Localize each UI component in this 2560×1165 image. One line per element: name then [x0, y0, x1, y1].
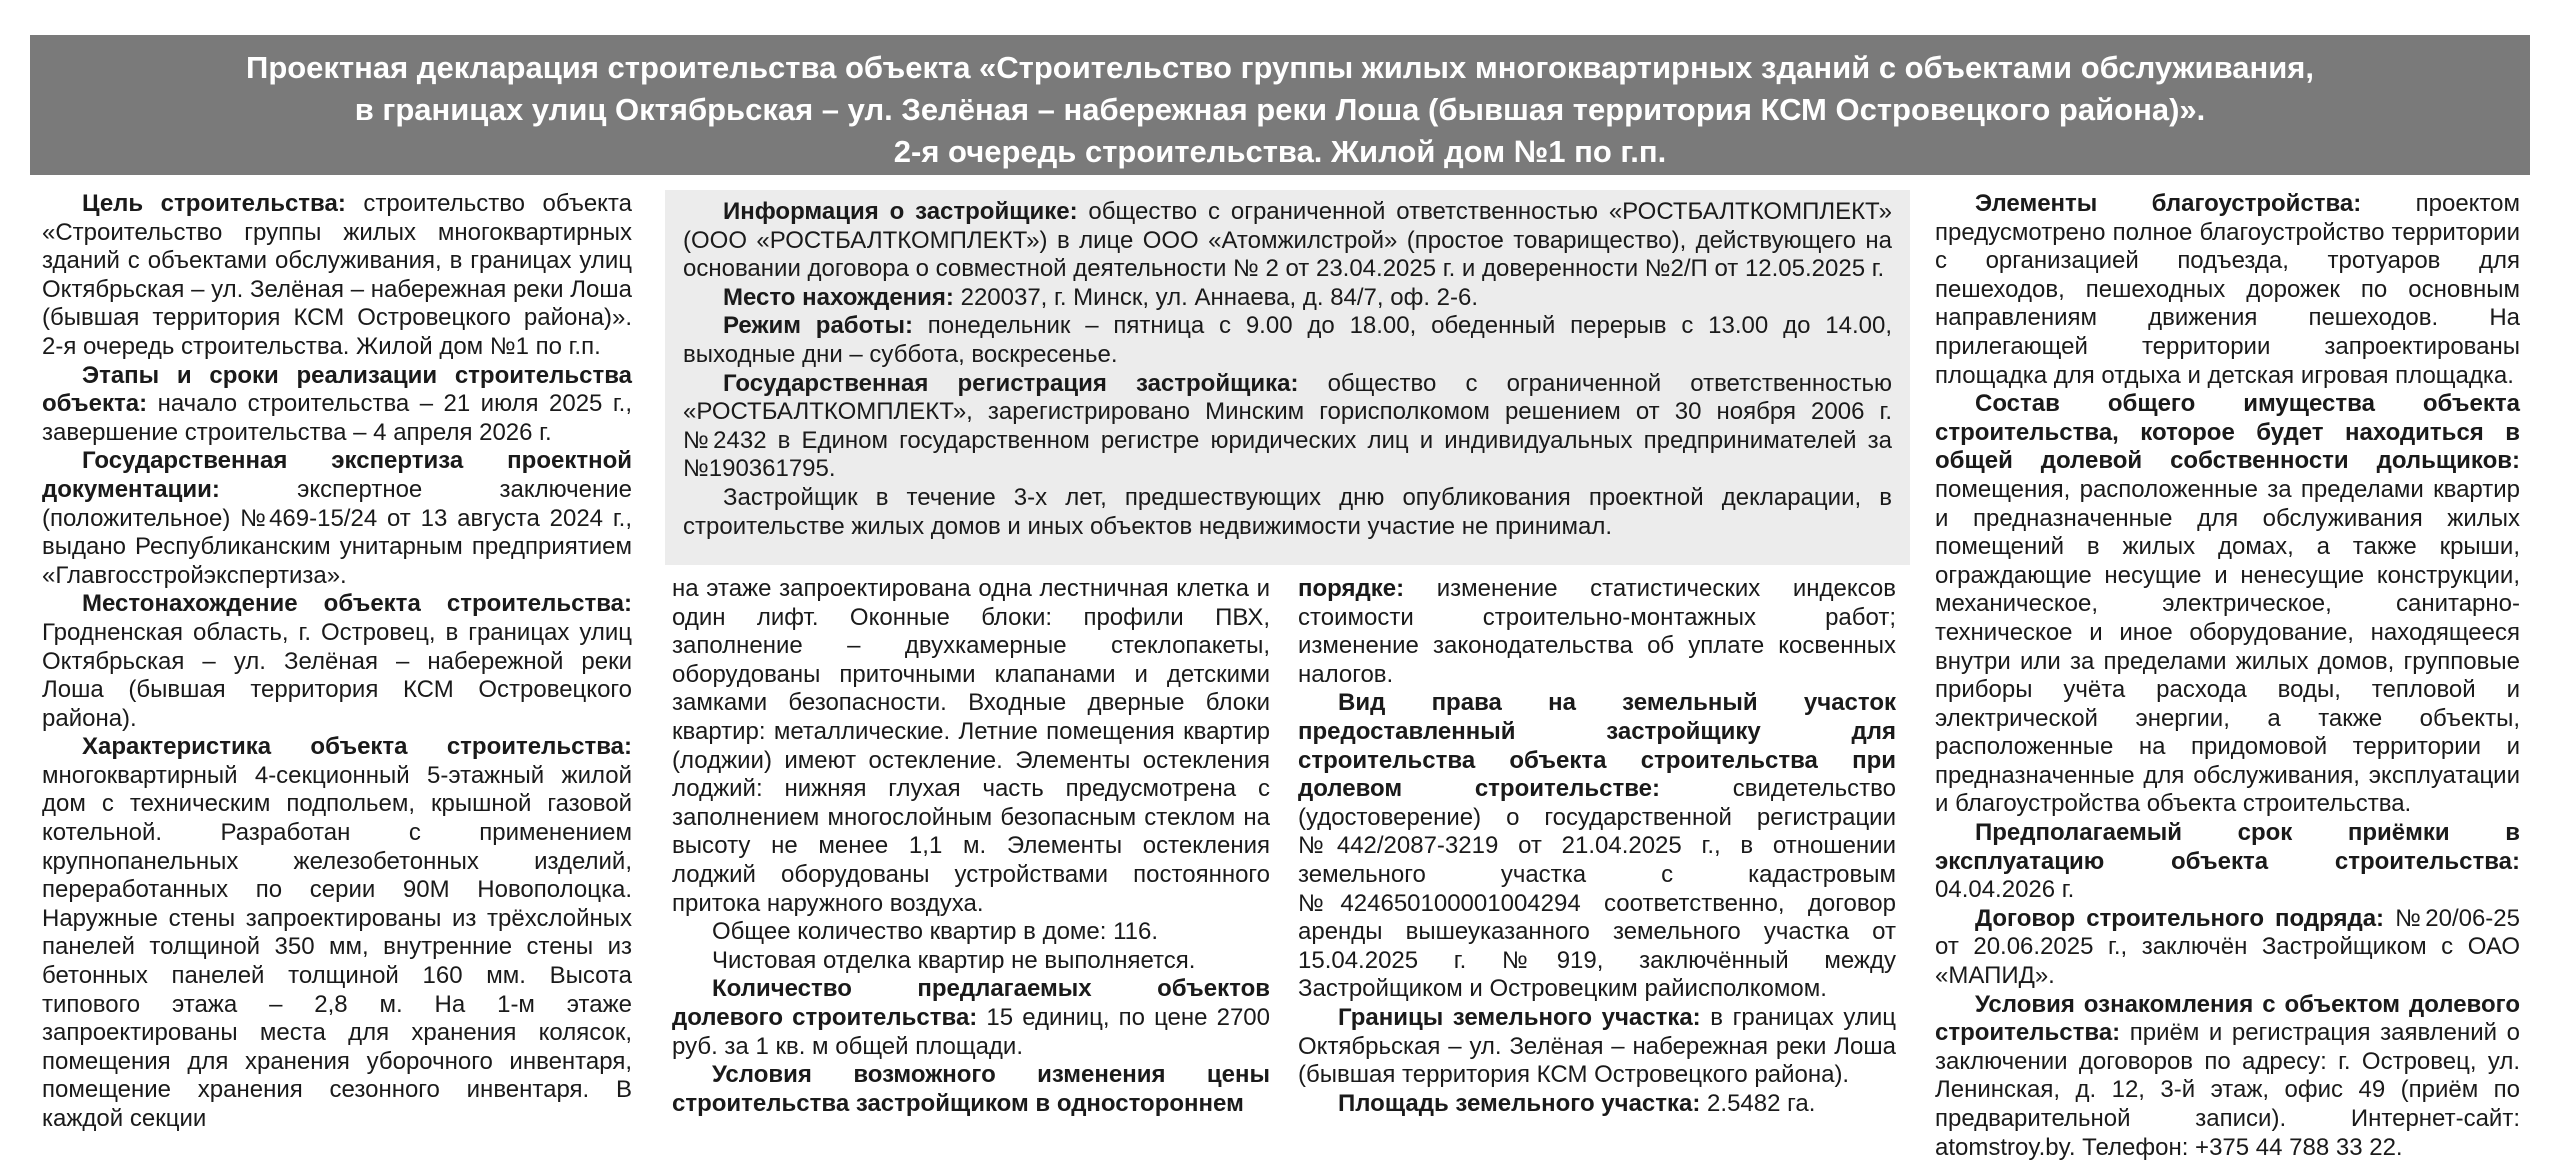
- landscaping-paragraph: [1935, 190, 2520, 390]
- land-right-label: Вид права на земельный участок предоставленный застройщику для строительства объекта строительства при долевом строительстве:: [1298, 689, 1896, 803]
- bounds-paragraph: [1298, 1004, 1896, 1090]
- apartments-total: Общее количество квартир в доме: 116.: [712, 918, 1159, 946]
- contract-paragraph: [1935, 905, 2520, 991]
- contract-label: Договор строительного подряда:: [1975, 904, 2385, 932]
- stages-label: Этапы и сроки реализации строительства объекта:: [42, 361, 632, 418]
- objects-paragraph: [672, 975, 1270, 1061]
- title-line-2: в границах улиц Октябрьская – ул. Зелёная – набережная реки Лоша (бывшая территория КСМ Островецкого района)».: [354, 92, 2206, 127]
- objects-label: Количество предлагаемых объектов долевого строительства:: [672, 975, 1270, 1031]
- developer-label: Информация о застройщике:: [723, 198, 1078, 225]
- column-4: [1935, 190, 2520, 1161]
- column-3: [1298, 575, 1896, 1135]
- landscaping-text: проектом предусмотрено полное благоустройство территории с организацией подъезда, тротуаров для пешеходов, пешеходных дорожек по основным направлениям движения пешеходов. На прилегающей территории запроектированы площадка для отдыха и детская игровая площадка.: [1935, 190, 2520, 389]
- common-property-label: Состав общего имущества объекта строительства, которое будет находиться в общей долевой собственности дольщиков:: [1935, 390, 2520, 475]
- landscaping-label: Элементы благоустройства:: [1975, 190, 2362, 217]
- location-text: Гродненская область, г. Островец, в границах улиц Октябрьская – ул. Зелёная – набережной реки Лоша (бывшая территория КСМ Островецкого района).: [42, 618, 632, 732]
- bounds-text: в границах улиц Октябрьская – ул. Зелёная – набережная реки Лоша (бывшая территория КСМ Островецкого района).: [1298, 1003, 1897, 1089]
- area-paragraph: [1298, 1090, 1896, 1119]
- hours-paragraph: [683, 312, 1892, 369]
- location-label: Местонахождение объекта строительства:: [82, 590, 632, 618]
- location-paragraph: [42, 590, 632, 733]
- expertise-label: Государственная экспертиза проектной документации:: [42, 447, 632, 503]
- bounds-label: Границы земельного участка:: [1338, 1003, 1701, 1031]
- address-text: 220037, г. Минск, ул. Аннаева, д. 84/7, оф. 2-6.: [953, 283, 1479, 311]
- price-change-paragraph: [1298, 575, 1896, 689]
- developer-paragraph: [683, 198, 1892, 284]
- declaration-title: [30, 35, 2530, 175]
- characteristics-label: Характеристика объекта строительства:: [82, 733, 632, 761]
- title-line-3: 2-я очередь строительства. Жилой дом №1 по г.п.: [893, 134, 1667, 169]
- column-2: [672, 575, 1270, 1135]
- developer-text: общество с ограниченной ответственностью «РОСТБАЛТКОМПЛЕКТ» (ООО «РОСТБАЛТКОМПЛЕКТ») в лице ООО «Атомжилстрой» (простое товарищество), действующего на основании договора о совместной деятельности № 2 от 23.04.2025 г. и доверенности №2/П от 12.05.2025 г.: [683, 198, 1893, 283]
- registration-text: общество с ограниченной ответственностью «РОСТБАЛТКОМПЛЕКТ», зарегистрировано Минским горисполкомом решением от 30 ноября 2006 г. №2432 в Едином государственном регистре юридических лиц и индивидуальных предпринимателей за №190361795.: [683, 369, 1893, 483]
- acceptance-text: 04.04.2026 г.: [1935, 876, 2075, 904]
- purpose-paragraph: [42, 190, 632, 362]
- area-label: Площадь земельного участка:: [1338, 1089, 1701, 1117]
- objects-text: 15 единиц, по цене 2700 руб. за 1 кв. м общей площади.: [672, 1003, 1270, 1060]
- land-right-paragraph: [1298, 689, 1896, 1004]
- contract-text: №20/06-25 от 20.06.2025 г., заключён Застройщиком с ОАО «МАПИД».: [1935, 904, 2520, 990]
- hours-label: Режим работы:: [723, 312, 913, 340]
- registration-paragraph: [683, 370, 1892, 484]
- registration-label: Государственная регистрация застройщика:: [723, 369, 1299, 397]
- land-right-text: свидетельство (удостоверение) о государственной регистрации №442/2087-3219 от 21.04.2025 г., в отношении земельного участка с кадастровым №424650100001004294 соответственно, договор аренды вышеуказанного земельного участка от 15.04.2025 г. №919, заключённый между Застройщиком и Островецким райисполкомом.: [1298, 775, 1897, 1003]
- conditions-text: приём и регистрация заявлений о заключении договоров по адресу: г. Островец, ул. Ленинская, д. 12, 3-й этаж, офис 49 (приём по предварительной записи). Интернет-сайт: atomstroy.by. Телефон: +375 44 788 33 22.: [1935, 1019, 2520, 1161]
- experience-paragraph: Застройщик в течение 3-х лет, предшествующих дню опубликования проектной декларации, в строительстве жилых домов и иных объектов недвижимости участие не принимал.: [683, 483, 1892, 540]
- stages-paragraph: [42, 362, 632, 448]
- purpose-text: строительство объекта «Строительство группы жилых многоквартирных зданий с объектами обслуживания, в границах улиц Октябрьская – ул. Зелёная – набережная реки Лоша (бывшая территория КСМ Островецкого района)». 2-я очередь строительства. Жилой дом №1 по г.п.: [42, 190, 632, 360]
- common-property-text: помещения, расположенные за пределами квартир и предназначенные для обслуживания жилых помещений в жилых домах, а также крыши, ограждающие несущие и ненесущие конструкции, механическое, электрическое, санитарно-техническое и иное оборудование, находящееся внутри или за пределами жилых домов, групповые приборы учёта расхода воды, тепловой и электрической энергии, а также объекты, расположенные на придомовой территории и предназначенные для обслуживания, эксплуатации и благоустройства объекта строительства.: [1935, 475, 2520, 818]
- acceptance-label: Предполагаемый срок приёмки в эксплуатацию объекта строительства:: [1935, 819, 2520, 875]
- finish-paragraph: Чистовая отделка квартир не выполняется.: [712, 946, 1196, 974]
- price-change-label: Условия возможного изменения цены строительства застройщиком в одностороннем: [672, 1061, 1270, 1117]
- expertise-text: экспертное заключение (положительное) №469-15/24 от 13 августа 2024 г., выдано Республиканским унитарным предприятием «Главгосстройэкспертиза».: [42, 475, 632, 589]
- acceptance-paragraph: [1935, 819, 2520, 905]
- stages-text: начало строительства – 21 июля 2025 г., завершение строительства – 4 апреля 2026 г.: [42, 390, 632, 446]
- purpose-label: Цель строительства:: [82, 190, 346, 217]
- conditions-paragraph: [1935, 991, 2520, 1163]
- conditions-label: Условия ознакомления с объектом долевого строительства:: [1935, 990, 2520, 1047]
- title-line-1: Проектная декларация строительства объекта «Строительство группы жилых многоквартирных зданий с объектами обслуживания,: [246, 50, 2314, 85]
- continuation-paragraph: на этаже запроектирована одна лестничная клетка и один лифт. Оконные блоки: профили ПВХ, заполнение – двухкамерные стеклопакеты, оборудованы приточными клапанами и детскими замками безопасности. Входные дверные блоки квартир: металлические. Летние помещения квартир (лоджии) имеют остекление. Элементы остекления лоджий: нижняя глухая часть предусмотрена с заполнением многослойным безопасным стеклом на высоту не менее 1,1 м. Элементы остекления лоджий оборудованы устройствами постоянного притока наружного воздуха.: [672, 575, 1270, 917]
- address-label: Место нахождения:: [723, 283, 954, 311]
- characteristics-text: многоквартирный 4-секционный 5-этажный жилой дом с техническим подпольем, крышной газовой котельной. Разработан с применением крупнопанельных железобетонных изделий, переработанных по серии 90М Новополоцка. Наружные стены запроектированы из трёхслойных панелей толщиной 350 мм, внутренние стены из бетонных панелей толщиной 160 мм. Высота типового этажа – 2,8 м. На 1-м этаже запроектированы места для хранения колясок, помещения для хранения уборочного инвентаря, помещение хранения сезонного инвентаря. В каждой секции: [42, 761, 632, 1132]
- price-change-label-cont: порядке:: [1298, 575, 1405, 602]
- hours-text: понедельник – пятница с 9.00 до 18.00, обеденный перерыв с 13.00 до 14.00, выходные дни – суббота, воскресенье.: [683, 312, 1892, 368]
- characteristics-paragraph: [42, 733, 632, 1133]
- area-text: 2.5482 га.: [1700, 1089, 1816, 1117]
- price-change-heading: [672, 1061, 1270, 1118]
- price-change-text: изменение статистических индексов стоимости строительно-монтажных работ; изменение законодательства об уплате косвенных налогов.: [1298, 575, 1896, 688]
- expertise-paragraph: [42, 447, 632, 590]
- address-paragraph: [683, 284, 1892, 313]
- common-property-paragraph: [1935, 390, 2520, 819]
- column-1: [42, 190, 632, 1135]
- developer-info-box: [665, 190, 1910, 565]
